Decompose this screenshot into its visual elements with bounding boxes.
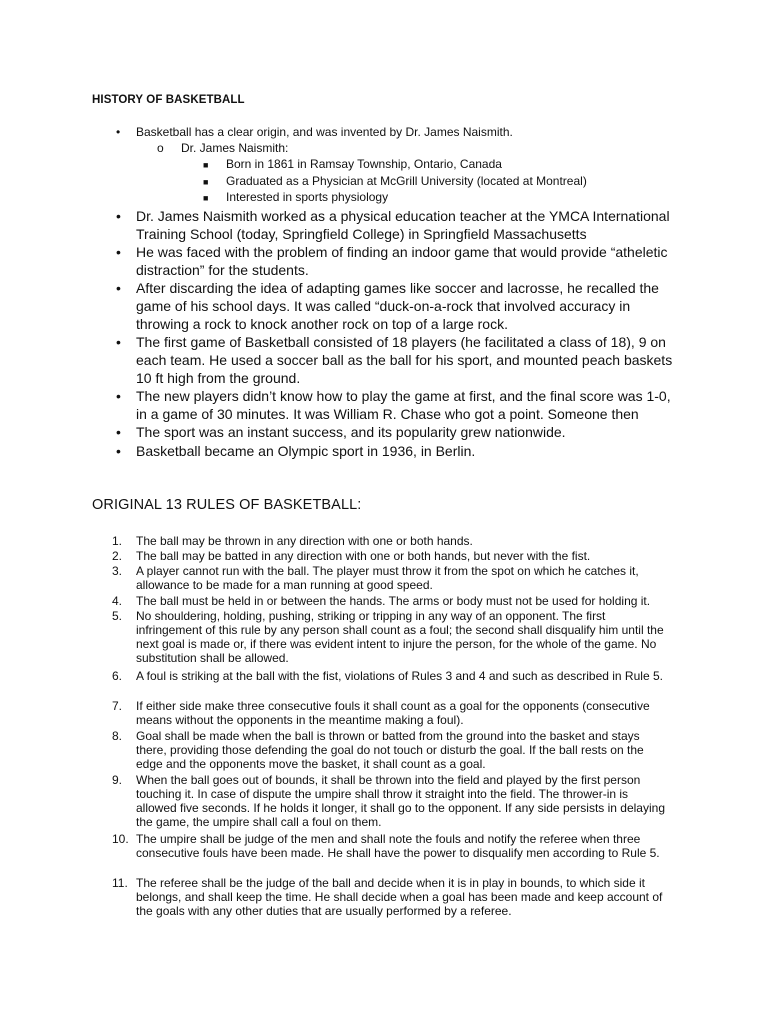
square-bullet-icon: ■ — [203, 193, 209, 203]
bullet-dot-icon: • — [116, 424, 121, 440]
rule-text: The ball may be batted in any direction with one or both hands, but never with the fist. — [136, 549, 591, 563]
history-heading: HISTORY OF BASKETBALL — [92, 94, 245, 106]
bullet-text: Dr. James Naismith worked as a physical education teacher at the YMCA International Training School (today, Springfield College) in Springfield Massachusetts — [136, 208, 670, 242]
rule-text: No shouldering, holding, pushing, striking or tripping in any way of an opponent. The first infringement of this rule by any person shall count as a foul; the second shall disqualify him until the next goal is made or, if there was evident intent to injure the person, for the whole of the game. No substitution shall be allowed. — [136, 609, 664, 665]
rule-number: 3. — [112, 564, 123, 578]
bullet-text: After discarding the idea of adapting games like soccer and lacrosse, he recalled the game of his school days. It was called “duck-on-a-rock that involved accuracy in throwing a rock to knock another rock on top of a large rock. — [136, 280, 659, 332]
rule-number: 1. — [112, 534, 123, 548]
rule-text: The umpire shall be judge of the men and shall note the fouls and notify the referee when three consecutive fouls have been made. He shall have the power to disqualify men according to Rule 5. — [136, 832, 660, 860]
bullet-dot-icon: • — [116, 280, 121, 296]
bullet-text: Basketball has a clear origin, and was invented by Dr. James Naismith. — [136, 125, 513, 139]
rule-text: The ball may be thrown in any direction with one or both hands. — [136, 534, 473, 548]
bullet-text: The new players didn’t know how to play the game at first, and the final score was 1-0, in a game of 30 minutes. It was William R. Chase who got a point. Someone then — [136, 388, 671, 422]
rule-number: 4. — [112, 594, 123, 608]
sub-sub-bullet-text: Interested in sports physiology — [226, 190, 389, 204]
bullet-dot-icon: • — [116, 334, 121, 350]
square-bullet-icon: ■ — [203, 177, 209, 187]
bullet-text: The sport was an instant success, and its popularity grew nationwide. — [136, 424, 566, 440]
sub-sub-bullet-text: Born in 1861 in Ramsay Township, Ontario, Canada — [226, 157, 502, 171]
rule-number: 6. — [112, 669, 123, 683]
bullet-dot-icon: • — [116, 125, 121, 139]
sub-bullet-text: Dr. James Naismith: — [181, 141, 289, 155]
bullet-dot-icon: • — [116, 443, 121, 459]
sub-sub-bullet-text: Graduated as a Physician at McGrill University (located at Montreal) — [226, 174, 587, 188]
bullet-text: Basketball became an Olympic sport in 1936, in Berlin. — [136, 443, 476, 459]
rule-text: A player cannot run with the ball. The player must throw it from the spot on which he catches it, allowance to be made for a man running at good speed. — [136, 564, 639, 592]
rule-number: 9. — [112, 773, 123, 787]
rule-number: 2. — [112, 549, 123, 563]
rule-text: The referee shall be the judge of the ball and decide when it is in play in bounds, to which side it belongs, and shall keep the time. He shall decide when a goal has been made and keep account of the goals with any other duties that are usually performed by a referee. — [136, 876, 663, 918]
square-bullet-icon: ■ — [203, 160, 209, 170]
bullet-dot-icon: • — [116, 388, 121, 404]
circle-bullet-icon: o — [157, 141, 164, 155]
rule-text: When the ball goes out of bounds, it shall be thrown into the field and played by the first person touching it. In case of dispute the umpire shall throw it straight into the field. The thrower-in is allowed five seconds. If he holds it longer, it shall go to the opponent. If any side persists in delaying the game, the umpire shall call a foul on them. — [136, 773, 665, 829]
rule-number: 11. — [112, 876, 128, 890]
rule-text: A foul is striking at the ball with the fist, violations of Rules 3 and 4 and such as described in Rule 5. — [136, 669, 663, 683]
rules-heading: ORIGINAL 13 RULES OF BASKETBALL: — [92, 497, 362, 513]
bullet-text: The first game of Basketball consisted of 18 players (he facilitated a class of 18), 9 on each team. He used a soccer ball as the ball for his sport, and mounted peach baskets 10 ft high from the ground. — [136, 334, 673, 386]
rule-text: If either side make three consecutive fouls it shall count as a goal for the opponents (consecutive means without the opponents in the meantime making a foul). — [136, 699, 650, 727]
bullet-text: He was faced with the problem of finding an indoor game that would provide “atheletic distraction” for the students. — [136, 244, 668, 278]
rule-text: Goal shall be made when the ball is thrown or batted from the ground into the basket and stays there, providing those defending the goal do not touch or disturb the goal. If the ball rests on the edge and the opponents move the basket, it shall count as a goal. — [136, 729, 644, 771]
rule-text: The ball must be held in or between the hands. The arms or body must not be used for holding it. — [136, 594, 651, 608]
bullet-dot-icon: • — [116, 244, 121, 260]
rule-number: 5. — [112, 609, 123, 623]
bullet-dot-icon: • — [116, 208, 121, 224]
rule-number: 7. — [112, 699, 123, 713]
rule-number: 10. — [112, 832, 129, 846]
rule-number: 8. — [112, 729, 123, 743]
